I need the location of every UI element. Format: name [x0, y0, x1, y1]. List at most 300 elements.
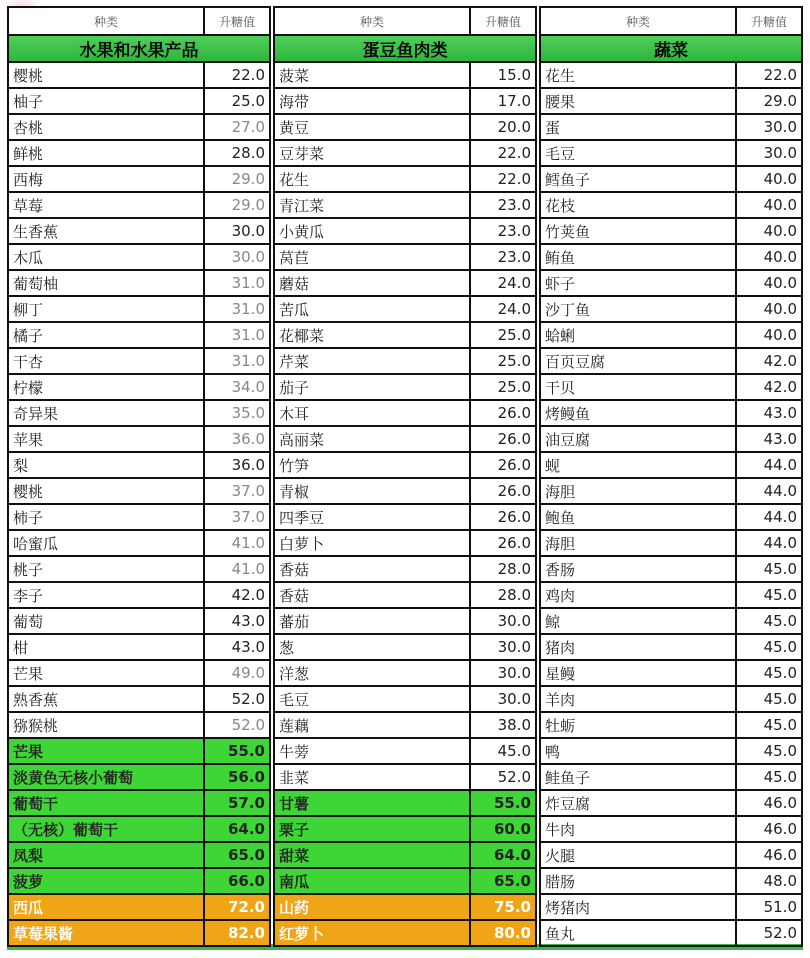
table-row: [540, 192, 802, 218]
table-row: [274, 452, 536, 478]
food-name: 葡萄: [8, 608, 204, 634]
gi-value: 26.0: [470, 426, 536, 452]
gi-value: 42.0: [736, 374, 802, 400]
table-row: [274, 374, 536, 400]
table-row: [8, 244, 270, 270]
table-row: [274, 634, 536, 660]
table-row: [8, 478, 270, 504]
gi-value: 29.0: [736, 88, 802, 114]
table-row: [540, 62, 802, 88]
food-name: 毛豆: [540, 140, 736, 166]
gi-value: 26.0: [470, 452, 536, 478]
header-row: [540, 7, 802, 35]
table-row: [8, 374, 270, 400]
table-row: [8, 426, 270, 452]
gi-value: 40.0: [736, 218, 802, 244]
gi-value: 45.0: [736, 712, 802, 738]
food-name: 苹果: [8, 426, 204, 452]
food-name: 蕃茄: [274, 608, 470, 634]
gi-value: 43.0: [204, 608, 270, 634]
gi-value: 31.0: [204, 270, 270, 296]
food-name: 莴苣: [274, 244, 470, 270]
gi-value: 64.0: [204, 816, 270, 842]
food-name: 牛蒡: [274, 738, 470, 764]
category-row: [8, 35, 270, 62]
gi-value: 41.0: [204, 556, 270, 582]
table-row: [540, 556, 802, 582]
food-name: 青江菜: [274, 192, 470, 218]
gi-value: 51.0: [736, 894, 802, 920]
header-row: [8, 7, 270, 35]
gi-value: 82.0: [204, 920, 270, 946]
gi-value: 45.0: [470, 738, 536, 764]
food-name: 鳕鱼子: [540, 166, 736, 192]
gi-value: 52.0: [204, 686, 270, 712]
food-name: 黄豆: [274, 114, 470, 140]
table-row: [274, 322, 536, 348]
table-row: [540, 712, 802, 738]
food-name: 花生: [540, 62, 736, 88]
gi-value: 35.0: [204, 400, 270, 426]
gi-value: 30.0: [736, 114, 802, 140]
table-row: [8, 790, 270, 816]
table-row: [274, 166, 536, 192]
food-name: 蚬: [540, 452, 736, 478]
table-row: [540, 530, 802, 556]
table-row: [8, 842, 270, 868]
food-name: 花椰菜: [274, 322, 470, 348]
table-row: [274, 686, 536, 712]
food-name: 鲍鱼: [540, 504, 736, 530]
food-name: 茄子: [274, 374, 470, 400]
table-row: [8, 556, 270, 582]
food-name: 西瓜: [8, 894, 204, 920]
food-name: 桃子: [8, 556, 204, 582]
food-name: 柑: [8, 634, 204, 660]
food-name: 干贝: [540, 374, 736, 400]
table-row: [8, 348, 270, 374]
food-name: 鸭: [540, 738, 736, 764]
table-row: [540, 790, 802, 816]
gi-value: 30.0: [470, 634, 536, 660]
gi-value: 26.0: [470, 504, 536, 530]
table-row: [8, 218, 270, 244]
table-row: [540, 400, 802, 426]
table-row: [8, 452, 270, 478]
gi-value: 40.0: [736, 296, 802, 322]
food-name: 菠菜: [274, 62, 470, 88]
food-name: 毛豆: [274, 686, 470, 712]
gi-value: 30.0: [470, 660, 536, 686]
header-gi: 升糖值: [204, 7, 270, 35]
table-row: [274, 504, 536, 530]
gi-value: 29.0: [204, 192, 270, 218]
gi-value: 38.0: [470, 712, 536, 738]
column-eggs-beans-fish-meat: [273, 6, 537, 944]
table-row: [8, 634, 270, 660]
table-row: [540, 634, 802, 660]
food-name: 烤猪肉: [540, 894, 736, 920]
table-row: [274, 140, 536, 166]
gi-value: 30.0: [736, 140, 802, 166]
food-name: 柠檬: [8, 374, 204, 400]
table-row: [540, 738, 802, 764]
table-row: [8, 88, 270, 114]
table-row: [274, 608, 536, 634]
food-name: （无核）葡萄干: [8, 816, 204, 842]
food-name: 香菇: [274, 582, 470, 608]
food-name: 葡萄柚: [8, 270, 204, 296]
food-name: 牡蛎: [540, 712, 736, 738]
gi-value: 45.0: [736, 764, 802, 790]
table-row: [8, 530, 270, 556]
gi-value: 17.0: [470, 88, 536, 114]
food-name: 干杏: [8, 348, 204, 374]
table-row: [8, 660, 270, 686]
gi-value: 80.0: [470, 920, 536, 946]
table-row: [8, 868, 270, 894]
food-name: 牛肉: [540, 816, 736, 842]
table-row: [274, 556, 536, 582]
table-row: [540, 478, 802, 504]
table-row: [540, 764, 802, 790]
table-row: [540, 244, 802, 270]
table-row: [540, 608, 802, 634]
food-name: 木耳: [274, 400, 470, 426]
gi-value: 22.0: [204, 62, 270, 88]
table-row: [8, 738, 270, 764]
table-row: [274, 660, 536, 686]
table-row: [274, 244, 536, 270]
food-name: 花枝: [540, 192, 736, 218]
food-name: 柿子: [8, 504, 204, 530]
food-name: 四季豆: [274, 504, 470, 530]
food-name: 青椒: [274, 478, 470, 504]
gi-value: 23.0: [470, 244, 536, 270]
table-row: [540, 660, 802, 686]
gi-value: 52.0: [470, 764, 536, 790]
food-name: 芒果: [8, 738, 204, 764]
table-row: [540, 140, 802, 166]
food-name: 鲑鱼子: [540, 764, 736, 790]
table-row: [540, 816, 802, 842]
category-title: 水果和水果产品: [8, 35, 270, 62]
food-name: 花生: [274, 166, 470, 192]
gi-value: 55.0: [470, 790, 536, 816]
food-name: 南瓜: [274, 868, 470, 894]
glycemic-index-table: [7, 6, 803, 950]
food-name: 山药: [274, 894, 470, 920]
food-name: 樱桃: [8, 478, 204, 504]
gi-value: 30.0: [204, 218, 270, 244]
gi-value: 34.0: [204, 374, 270, 400]
table-row: [8, 322, 270, 348]
table-row: [8, 894, 270, 920]
gi-value: 23.0: [470, 192, 536, 218]
gi-value: 24.0: [470, 296, 536, 322]
food-name: 豆芽菜: [274, 140, 470, 166]
table-row: [8, 920, 270, 946]
food-name: 火腿: [540, 842, 736, 868]
table-row: [540, 218, 802, 244]
category-row: [540, 35, 802, 62]
table-row: [274, 270, 536, 296]
table-row: [540, 582, 802, 608]
food-name: 海胆: [540, 530, 736, 556]
gi-value: 45.0: [736, 660, 802, 686]
table-row: [274, 738, 536, 764]
gi-value: 41.0: [204, 530, 270, 556]
gi-value: 37.0: [204, 478, 270, 504]
gi-value: 28.0: [470, 582, 536, 608]
food-name: 蛤蜊: [540, 322, 736, 348]
food-name: 凤梨: [8, 842, 204, 868]
food-name: 橘子: [8, 322, 204, 348]
table-row: [8, 140, 270, 166]
table-row: [274, 218, 536, 244]
food-name: 哈蜜瓜: [8, 530, 204, 556]
food-name: 百页豆腐: [540, 348, 736, 374]
gi-value: 28.0: [470, 556, 536, 582]
gi-value: 45.0: [736, 686, 802, 712]
food-name: 韭菜: [274, 764, 470, 790]
food-name: 鲸: [540, 608, 736, 634]
table-row: [8, 62, 270, 88]
gi-value: 31.0: [204, 348, 270, 374]
food-name: 蘑菇: [274, 270, 470, 296]
food-name: 炸豆腐: [540, 790, 736, 816]
food-name: 奇异果: [8, 400, 204, 426]
gi-value: 72.0: [204, 894, 270, 920]
category-title: 蛋豆鱼肉类: [274, 35, 536, 62]
table-row: [274, 296, 536, 322]
gi-value: 46.0: [736, 816, 802, 842]
table-row: [274, 530, 536, 556]
table-row: [274, 582, 536, 608]
food-name: 香肠: [540, 556, 736, 582]
table-row: [274, 62, 536, 88]
gi-value: 42.0: [736, 348, 802, 374]
table-row: [8, 504, 270, 530]
gi-value: 75.0: [470, 894, 536, 920]
table-row: [8, 400, 270, 426]
food-name: 鸡肉: [540, 582, 736, 608]
column-vegetables: [539, 6, 803, 944]
table-row: [540, 686, 802, 712]
gi-value: 28.0: [204, 140, 270, 166]
gi-value: 23.0: [470, 218, 536, 244]
gi-value: 45.0: [736, 556, 802, 582]
food-name: 木瓜: [8, 244, 204, 270]
table-row: [274, 894, 536, 920]
header-gi: 升糖值: [736, 7, 802, 35]
food-name: 莲藕: [274, 712, 470, 738]
table-row: [540, 348, 802, 374]
gi-value: 55.0: [204, 738, 270, 764]
gi-value: 31.0: [204, 296, 270, 322]
table-row: [540, 166, 802, 192]
gi-value: 27.0: [204, 114, 270, 140]
food-name: 竹笋: [274, 452, 470, 478]
gi-value: 65.0: [204, 842, 270, 868]
food-name: 红萝卜: [274, 920, 470, 946]
gi-value: 52.0: [204, 712, 270, 738]
food-name: 蛋: [540, 114, 736, 140]
table-row: [274, 400, 536, 426]
food-name: 生香蕉: [8, 218, 204, 244]
food-name: 猪肉: [540, 634, 736, 660]
gi-value: 52.0: [736, 920, 802, 946]
gi-value: 46.0: [736, 842, 802, 868]
gi-value: 30.0: [470, 686, 536, 712]
table-row: [8, 270, 270, 296]
gi-value: 65.0: [470, 868, 536, 894]
table-row: [540, 504, 802, 530]
header-type: 种类: [274, 7, 470, 35]
gi-value: 40.0: [736, 244, 802, 270]
food-name: 草莓: [8, 192, 204, 218]
table-row: [274, 192, 536, 218]
gi-value: 26.0: [470, 478, 536, 504]
gi-value: 26.0: [470, 530, 536, 556]
gi-value: 45.0: [736, 634, 802, 660]
gi-value: 20.0: [470, 114, 536, 140]
food-name: 腊肠: [540, 868, 736, 894]
food-name: 海带: [274, 88, 470, 114]
table-row: [274, 764, 536, 790]
gi-value: 56.0: [204, 764, 270, 790]
food-name: 菠萝: [8, 868, 204, 894]
header-row: [274, 7, 536, 35]
food-name: 烤鳗鱼: [540, 400, 736, 426]
gi-value: 22.0: [736, 62, 802, 88]
food-name: 苦瓜: [274, 296, 470, 322]
gi-value: 44.0: [736, 504, 802, 530]
food-name: 甘薯: [274, 790, 470, 816]
table-row: [540, 296, 802, 322]
table-row: [8, 166, 270, 192]
table-row: [540, 452, 802, 478]
table-row: [274, 790, 536, 816]
table-row: [8, 686, 270, 712]
food-name: 星鳗: [540, 660, 736, 686]
food-name: 芒果: [8, 660, 204, 686]
food-name: 小黄瓜: [274, 218, 470, 244]
table-row: [274, 868, 536, 894]
food-name: 栗子: [274, 816, 470, 842]
table-row: [540, 114, 802, 140]
header-type: 种类: [540, 7, 736, 35]
gi-value: 64.0: [470, 842, 536, 868]
gi-value: 44.0: [736, 452, 802, 478]
gi-value: 36.0: [204, 426, 270, 452]
food-name: 鱼丸: [540, 920, 736, 946]
table-row: [540, 270, 802, 296]
table-row: [274, 478, 536, 504]
table-row: [274, 348, 536, 374]
gi-value: 43.0: [736, 400, 802, 426]
gi-value: 25.0: [470, 348, 536, 374]
food-name: 羊肉: [540, 686, 736, 712]
food-name: 樱桃: [8, 62, 204, 88]
table-row: [274, 88, 536, 114]
table-row: [540, 426, 802, 452]
gi-value: 44.0: [736, 530, 802, 556]
gi-value: 30.0: [204, 244, 270, 270]
gi-value: 40.0: [736, 270, 802, 296]
gi-value: 36.0: [204, 452, 270, 478]
gi-value: 29.0: [204, 166, 270, 192]
gi-value: 30.0: [470, 608, 536, 634]
column-fruits: [7, 6, 271, 944]
table-row: [540, 842, 802, 868]
food-name: 猕猴桃: [8, 712, 204, 738]
gi-value: 24.0: [470, 270, 536, 296]
header-gi: 升糖值: [470, 7, 536, 35]
food-name: 沙丁鱼: [540, 296, 736, 322]
table-row: [274, 426, 536, 452]
gi-value: 22.0: [470, 140, 536, 166]
table-row: [540, 868, 802, 894]
gi-value: 37.0: [204, 504, 270, 530]
gi-value: 45.0: [736, 608, 802, 634]
gi-value: 44.0: [736, 478, 802, 504]
table-row: [8, 192, 270, 218]
gi-value: 49.0: [204, 660, 270, 686]
gi-value: 57.0: [204, 790, 270, 816]
gi-value: 25.0: [470, 374, 536, 400]
food-name: 高丽菜: [274, 426, 470, 452]
food-name: 西梅: [8, 166, 204, 192]
food-name: 柚子: [8, 88, 204, 114]
food-name: 淡黄色无核小葡萄: [8, 764, 204, 790]
gi-value: 43.0: [736, 426, 802, 452]
table-row: [540, 322, 802, 348]
table-row: [8, 114, 270, 140]
table-row: [8, 608, 270, 634]
gi-value: 40.0: [736, 192, 802, 218]
gi-value: 25.0: [204, 88, 270, 114]
category-title: 蔬菜: [540, 35, 802, 62]
gi-value: 45.0: [736, 738, 802, 764]
food-name: 香菇: [274, 556, 470, 582]
gi-value: 46.0: [736, 790, 802, 816]
food-name: 芹菜: [274, 348, 470, 374]
food-name: 甜菜: [274, 842, 470, 868]
gi-value: 48.0: [736, 868, 802, 894]
table-row: [274, 712, 536, 738]
gi-value: 45.0: [736, 582, 802, 608]
food-name: 鲜桃: [8, 140, 204, 166]
table-row: [8, 816, 270, 842]
food-name: 李子: [8, 582, 204, 608]
food-name: 油豆腐: [540, 426, 736, 452]
table-row: [540, 88, 802, 114]
food-name: 熟香蕉: [8, 686, 204, 712]
table-row: [274, 114, 536, 140]
table-row: [274, 842, 536, 868]
table-row: [8, 712, 270, 738]
gi-value: 40.0: [736, 322, 802, 348]
food-name: 竹荚鱼: [540, 218, 736, 244]
food-name: 白萝卜: [274, 530, 470, 556]
table-row: [8, 764, 270, 790]
gi-value: 43.0: [204, 634, 270, 660]
food-name: 杏桃: [8, 114, 204, 140]
food-name: 海胆: [540, 478, 736, 504]
food-name: 葱: [274, 634, 470, 660]
table-vegetables: [539, 6, 803, 947]
